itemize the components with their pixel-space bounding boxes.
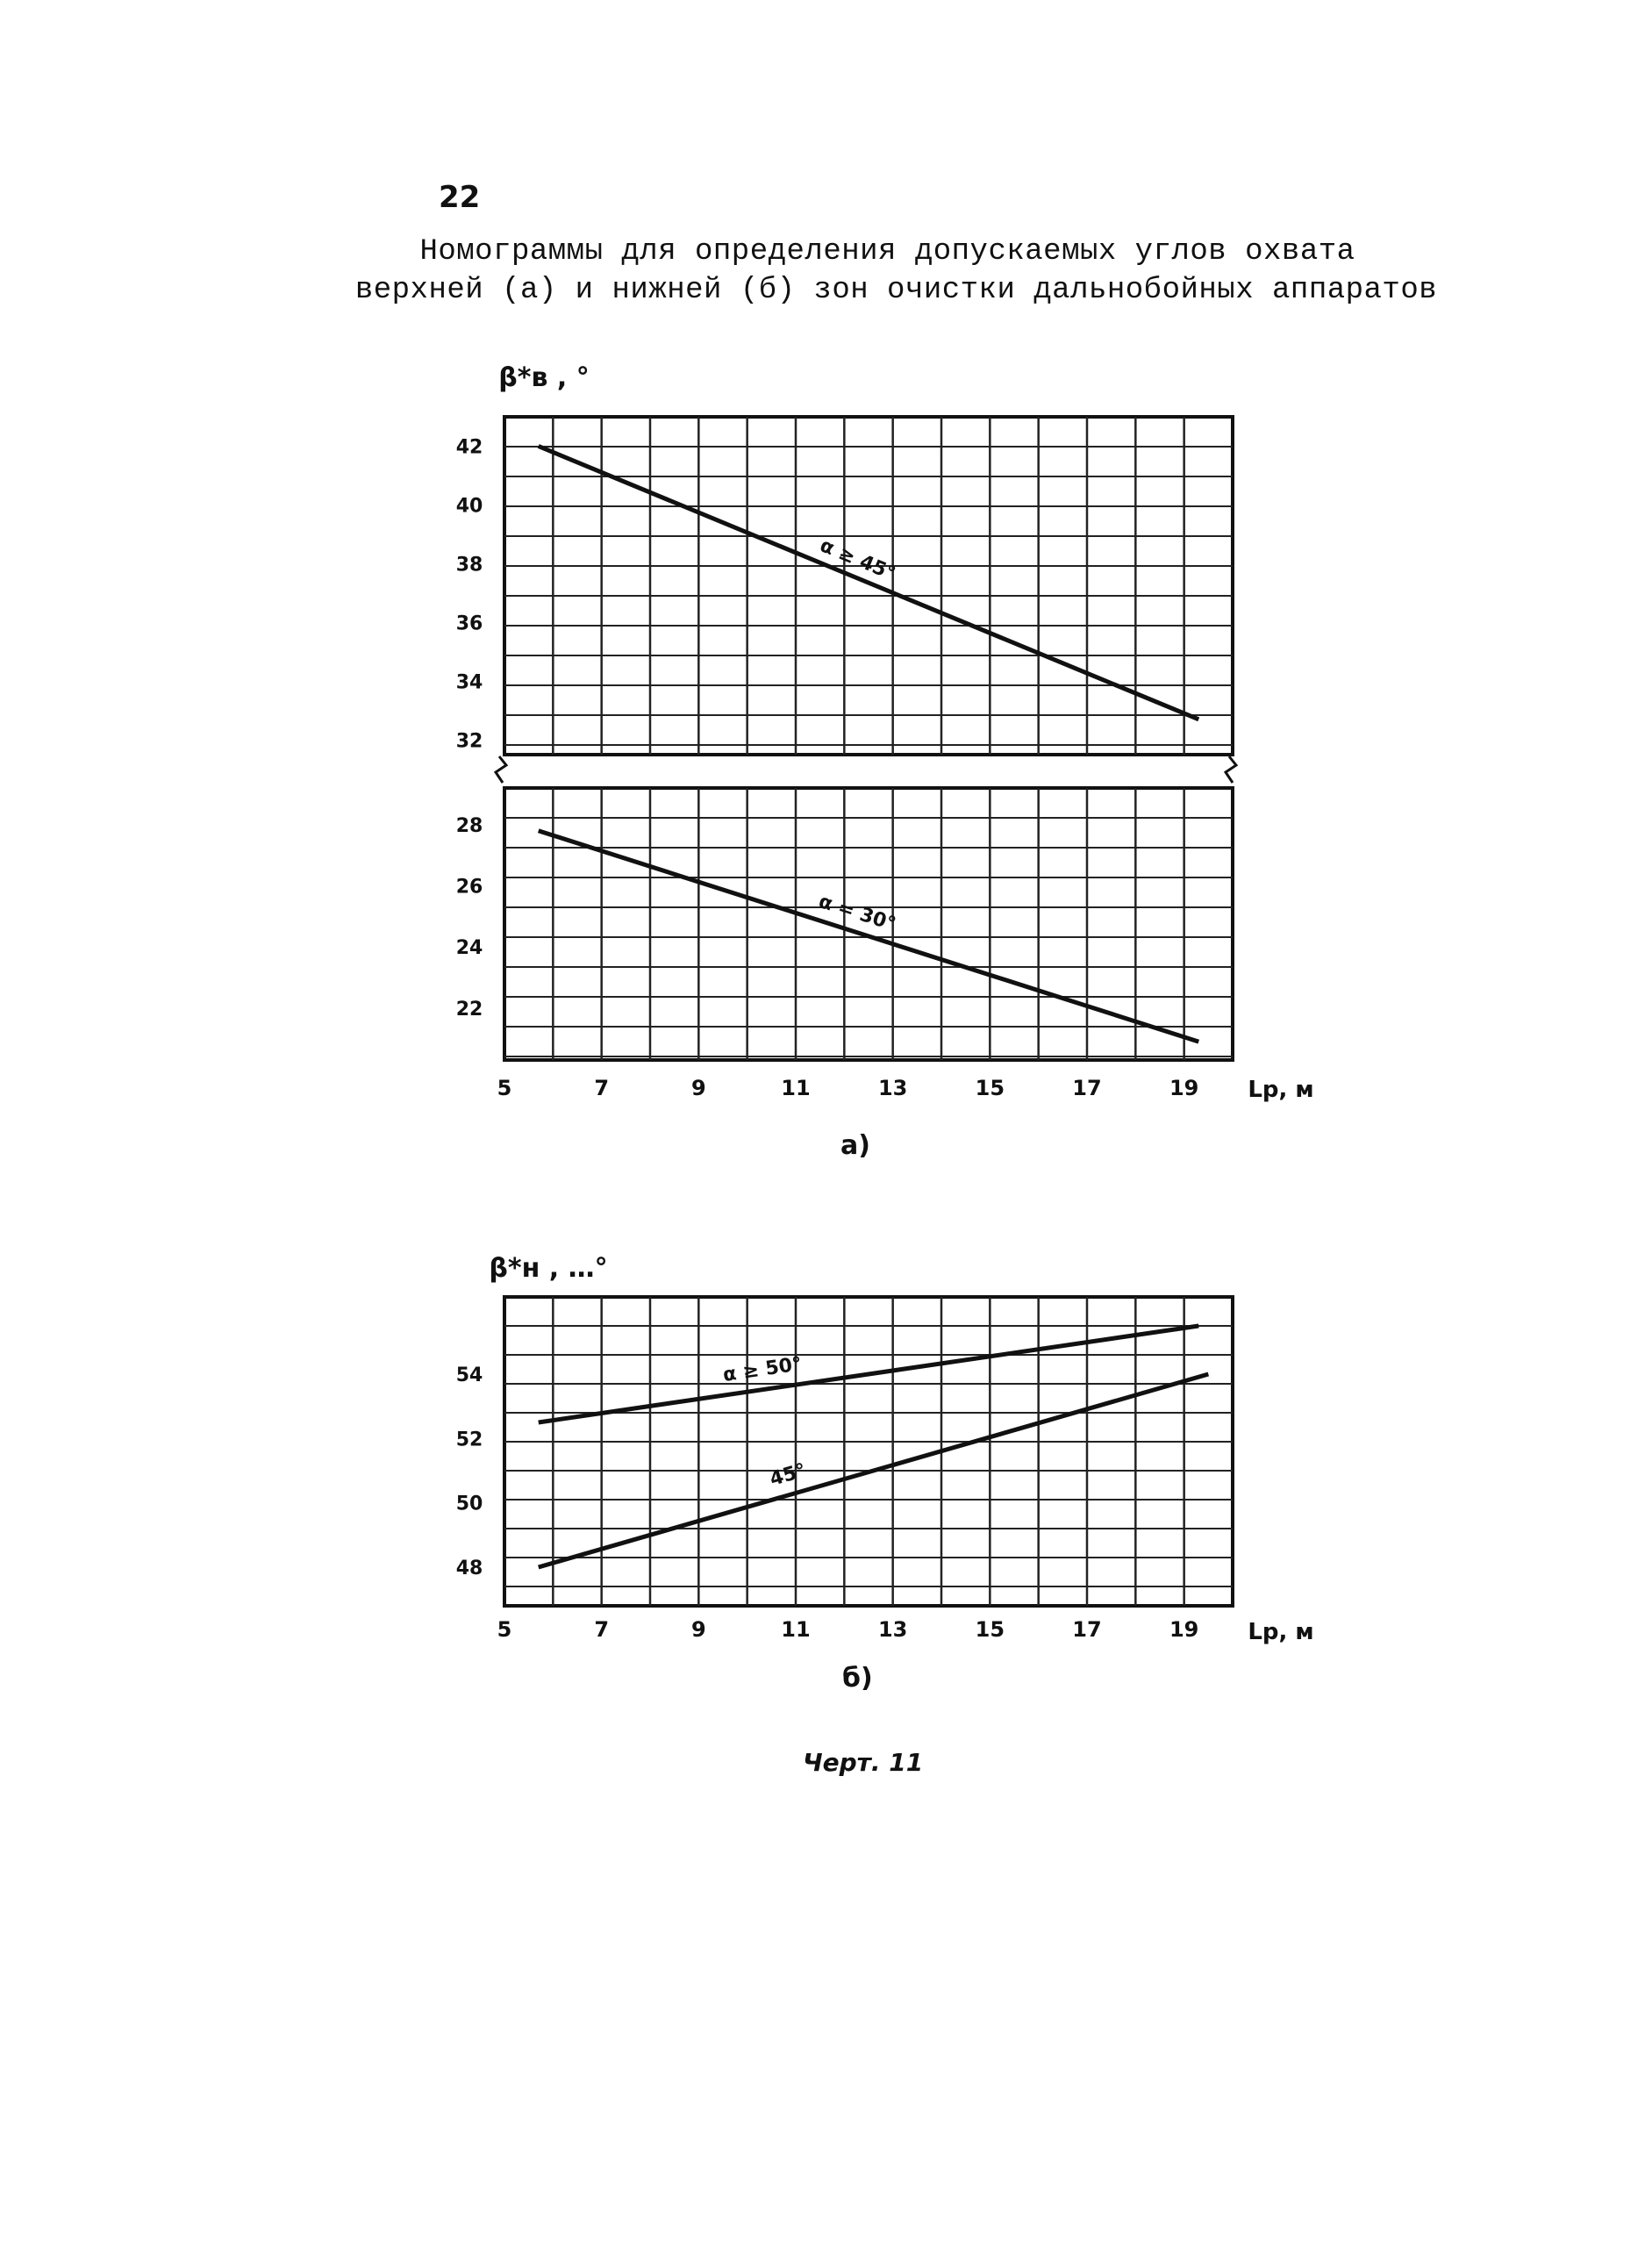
chart-a-y-tick-label: 32: [455, 730, 483, 753]
chart-a-upper-frame: [504, 417, 1233, 755]
chart-b-x-tick-label: 19: [1169, 1617, 1199, 1642]
chart-b-x-tick-label: 13: [877, 1617, 908, 1642]
chart-b-series-line: [539, 1326, 1199, 1422]
chart-a-x-tick-label: 9: [690, 1076, 706, 1100]
chart-b-x-tick-label: 11: [781, 1617, 811, 1642]
chart-a-series-label: α = 30°: [816, 891, 898, 936]
chart-b-y-tick-label: 48: [455, 1558, 483, 1579]
chart-b-x-axis-label: Lр, м: [1248, 1619, 1314, 1645]
chart-a-x-tick-label: 5: [497, 1076, 512, 1100]
chart-a-x-tick-label: 7: [594, 1076, 610, 1100]
chart-a-x-tick-label: 15: [975, 1076, 1005, 1100]
chart-a-axis-break-right: [1226, 756, 1236, 783]
panel-a-label: а): [840, 1130, 870, 1161]
chart-b-x-tick-label: 5: [497, 1617, 512, 1642]
title-line-1: Номограммы для определения допускаемых углов охвата: [419, 235, 1355, 269]
chart-a-y-tick-label: 42: [455, 436, 483, 459]
chart-b-series-label: α ≥ 50°: [721, 1353, 804, 1387]
chart-a-x-tick-label: 19: [1169, 1076, 1199, 1100]
chart-b-x-tick-label: 15: [975, 1617, 1005, 1642]
chart-a-axis-break-left: [496, 756, 506, 783]
chart-a-y-tick-label: 28: [455, 814, 483, 837]
chart-a-series-label: α ≥ 45°: [816, 534, 899, 585]
chart-a-series-line: [539, 446, 1199, 719]
chart-b-x-tick-label: 7: [594, 1617, 610, 1642]
panel-b-label: б): [842, 1663, 873, 1694]
chart-a-y-tick-label: 24: [455, 937, 483, 960]
chart-b-x-tick-label: 17: [1072, 1617, 1102, 1642]
chart-b-y-tick-label: 50: [455, 1493, 483, 1515]
chart-a-x-tick-label: 11: [781, 1076, 811, 1100]
chart-a-x-tick-label: 17: [1072, 1076, 1102, 1100]
chart-b-y-tick-label: 52: [455, 1429, 483, 1451]
chart-b-series-label: 45°: [767, 1459, 809, 1492]
page-number: 22: [439, 180, 481, 215]
chart-a-x-axis-label: Lр, м: [1248, 1077, 1314, 1103]
chart-a-y-tick-label: 38: [455, 554, 483, 577]
figure-caption: Черт. 11: [803, 1748, 924, 1777]
chart-a-y-tick-label: 26: [455, 876, 483, 899]
chart-a-y-tick-label: 40: [455, 495, 483, 518]
title-line-2: верхней (а) и нижней (б) зон очистки дальнобойных аппаратов: [354, 274, 1438, 307]
chart-a-series-line: [539, 831, 1199, 1042]
chart-b-x-tick-label: 9: [690, 1617, 706, 1642]
chart-a-y-axis-label: β*в , °: [498, 362, 590, 393]
chart-b-y-tick-label: 54: [455, 1364, 483, 1386]
chart-b-frame: [504, 1297, 1233, 1606]
chart-a-x-tick-label: 13: [877, 1076, 908, 1100]
chart-a-y-tick-label: 34: [455, 671, 483, 694]
chart-a-y-tick-label: 36: [455, 612, 483, 635]
chart-b-y-axis-label: β*н , …°: [489, 1253, 608, 1284]
chart-a-y-tick-label: 22: [455, 998, 483, 1021]
